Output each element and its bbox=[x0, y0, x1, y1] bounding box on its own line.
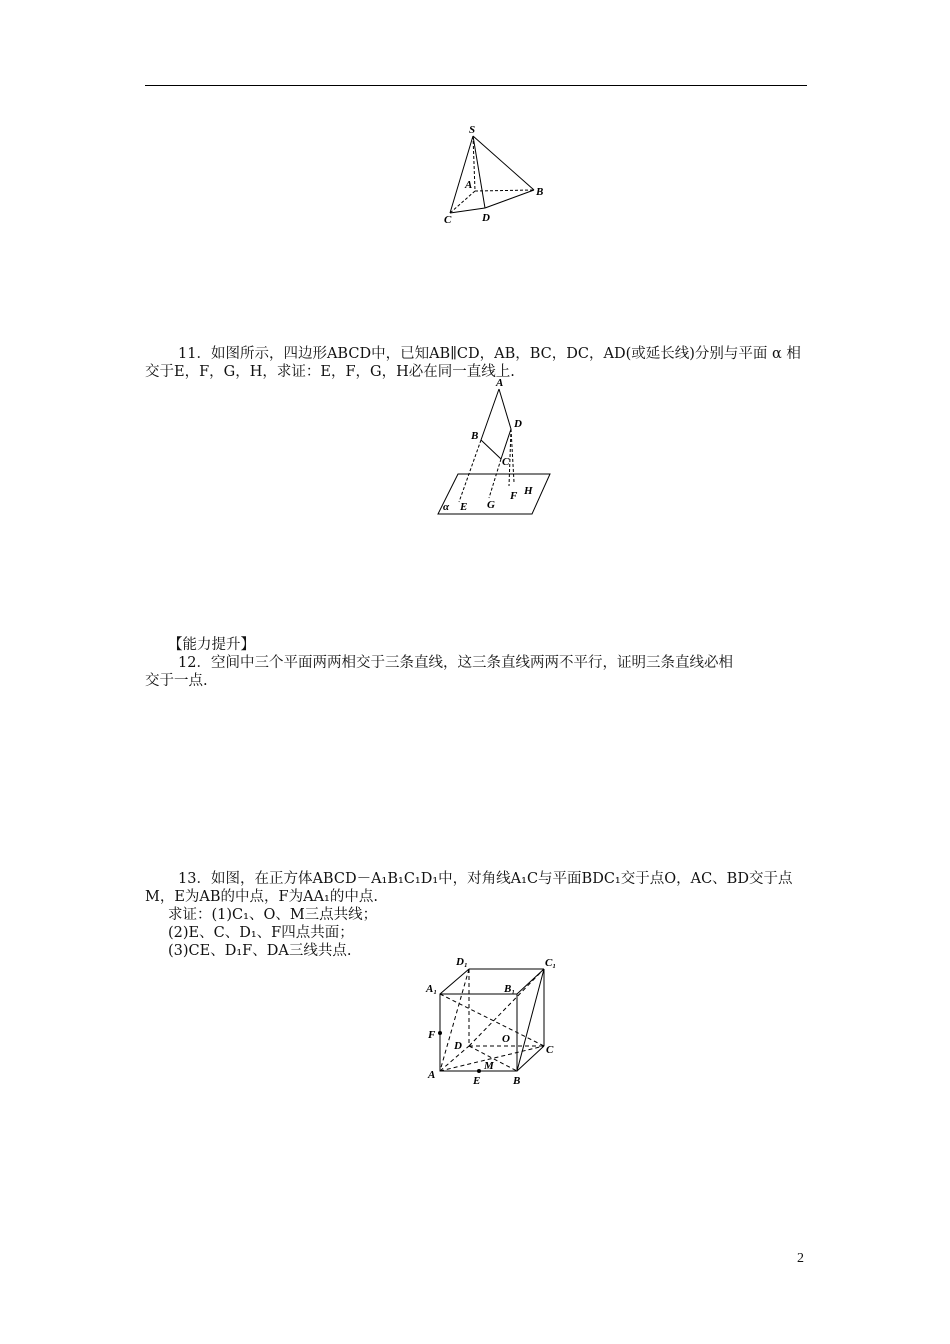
label-F: F bbox=[510, 490, 518, 502]
cube-figure bbox=[424, 954, 564, 1088]
header-rule bbox=[145, 85, 807, 86]
q11-line2: 交于E，F，G，H，求证：E，F，G，H必在同一直线上. bbox=[145, 364, 515, 380]
label-O: O bbox=[502, 1033, 510, 1045]
q13-line4: (2)E、C、D₁、F四点共面； bbox=[168, 925, 354, 941]
label-C1: C₁ bbox=[545, 957, 557, 969]
q13-line1: 13．如图，在正方体ABCD－A₁B₁C₁D₁中，对角线A₁C与平面BDC₁交于点O，AC、BD交于点 bbox=[178, 871, 793, 887]
label-D: D bbox=[454, 1040, 462, 1052]
label-E: E bbox=[460, 501, 468, 513]
label-C: C bbox=[444, 214, 452, 226]
q12-line2: 交于一点. bbox=[145, 673, 208, 689]
page-number: 2 bbox=[797, 1251, 804, 1266]
label-S: S bbox=[469, 124, 476, 136]
label-F: F bbox=[428, 1029, 436, 1041]
label-C: C bbox=[502, 456, 510, 468]
label-B: B bbox=[471, 430, 479, 442]
label-D: D bbox=[482, 212, 490, 224]
label-H: H bbox=[524, 485, 533, 497]
label-alpha: α bbox=[443, 501, 450, 513]
section-title: 【能力提升】 bbox=[168, 637, 255, 653]
q13-line3: 求证：(1)C₁、O、M三点共线； bbox=[168, 907, 378, 923]
label-A: A bbox=[428, 1069, 436, 1081]
label-A1: A₁ bbox=[426, 983, 438, 995]
plane-figure bbox=[436, 376, 552, 516]
label-C: C bbox=[546, 1044, 554, 1056]
label-G: G bbox=[487, 499, 495, 511]
label-A: A bbox=[496, 377, 504, 389]
label-M: M bbox=[484, 1060, 494, 1072]
q12-line1: 12．空间中三个平面两两相交于三条直线，这三条直线两两不平行，证明三条直线必相 bbox=[178, 655, 733, 671]
label-B: B bbox=[513, 1075, 521, 1087]
label-A: A bbox=[465, 179, 473, 191]
pyramid-figure bbox=[438, 122, 550, 228]
q13-line2: M，E为AB的中点，F为AA₁的中点. bbox=[145, 889, 378, 905]
q13-line5: (3)CE、D₁F、DA三线共点. bbox=[168, 943, 352, 959]
label-D1: D₁ bbox=[456, 956, 468, 968]
q11-line1: 11．如图所示，四边形ABCD中，已知AB∥CD，AB，BC，DC，AD(或延长线)分别与平面 α 相 bbox=[178, 346, 801, 362]
label-D: D bbox=[514, 418, 522, 430]
label-B1: B₁ bbox=[504, 983, 516, 995]
label-B: B bbox=[536, 186, 544, 198]
label-E: E bbox=[473, 1075, 481, 1087]
